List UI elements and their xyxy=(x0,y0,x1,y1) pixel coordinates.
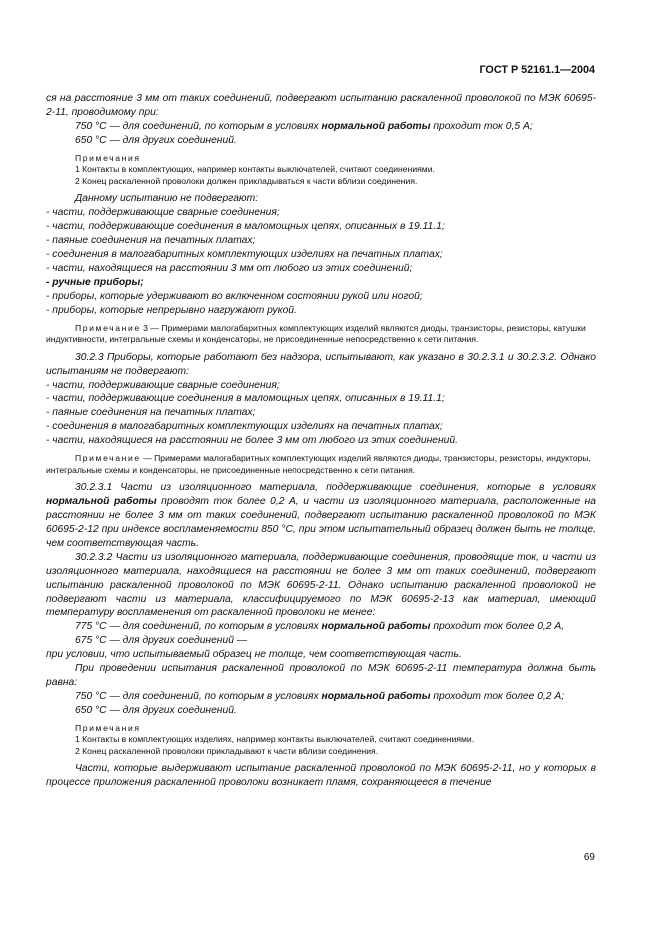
note-paragraph: Примечание — Примерами малогабаритных комплектующих изделий являются диоды, транзисторы, резисторы, индукторы, интегральные схемы и конденсаторы, не присоединенные непосредственно к сети питания. xyxy=(46,453,591,475)
note-item: 2 Конец раскаленной проволоки прикладывают к части вблизи соединения. xyxy=(75,745,379,756)
list-item: - приборы, которые непрерывно нагружают рукой. xyxy=(46,304,297,316)
notes-title: Примечания xyxy=(75,152,141,163)
list-item: - ручные приборы; xyxy=(46,276,144,288)
note-item: 1 Контакты в комплектующих, например контакты выключателей, считают соединениями. xyxy=(75,164,435,175)
list-item: - паяные соединения на печатных платах; xyxy=(46,407,256,419)
temperature-line: 750 °С — для соединений, по которым в условиях нормальной работы проходит ток более 0,2 А; xyxy=(75,690,565,702)
note-item: 1 Контакты в комплектующих изделиях, например контакты выключателей, считают соединениями. xyxy=(75,734,475,745)
list-item: - части, поддерживающие сварные соединения; xyxy=(46,379,280,391)
list-item: - приборы, которые удерживают во включенном состоянии рукой или ногой; xyxy=(46,290,423,302)
temperature-line: 675 °С — для других соединений — xyxy=(75,635,248,647)
document-header-id: ГОСТ Р 52161.1—2004 xyxy=(479,64,595,76)
list-item: - соединения в малогабаритных комплектующих изделиях на печатных платах; xyxy=(46,249,443,261)
paragraph: ся на расстояние 3 мм от таких соединений, подвергают испытанию раскаленной проволокой по МЭК 60695-2-11, проводимому при: xyxy=(46,93,596,118)
page-number: 69 xyxy=(583,852,595,863)
section-paragraph: 30.2.3 Приборы, которые работают без надзора, испытывают, как указано в 30.2.3.1 и 30.2.3.2. Однако испытаниям не подвергают: xyxy=(46,351,596,377)
list-item: - части, находящиеся на расстоянии не более 3 мм от любого из этих соединений. xyxy=(46,435,458,447)
section-paragraph: 30.2.3.2 Части из изоляционного материала, поддерживающие соединения, проводящие ток, и части из изоляционного материала, находящиеся на расстоянии не более 3 мм от таких соединений, подвергают испытанию раскаленной проволокой по МЭК 60695-2-11. Однако испытанию раскаленной проволокой не подвергают части из материала, классифицируемого по МЭК 60695-2-13 как материал, имеющий температуру воспламенения от раскаленной проволоки не менее: xyxy=(46,551,596,619)
list-item: - паяные соединения на печатных платах; xyxy=(46,235,256,247)
paragraph: Данному испытанию не подвергают: xyxy=(75,193,259,205)
list-item: - части, поддерживающие соединения в маломощных цепях, описанных в 19.11.1; xyxy=(46,393,445,405)
temperature-line: 650 °С — для других соединений. xyxy=(75,134,237,146)
paragraph: При проведении испытания раскаленной проволокой по МЭК 60695-2-11 температура должна быть равна: xyxy=(46,663,596,688)
list-item: - соединения в малогабаритных комплектующих изделиях на печатных платах; xyxy=(46,421,443,433)
paragraph: Части, которые выдерживают испытание раскаленной проволокой по МЭК 60695-2-11, но у которых в процессе приложения раскаленной проволоки возникает пламя, сохраняющееся в течение xyxy=(46,763,596,789)
temperature-line: 650 °С — для других соединений. xyxy=(75,704,237,716)
paragraph: при условии, что испытываемый образец не толще, чем соответствующая часть. xyxy=(46,649,462,661)
temperature-line: 750 °С — для соединений, по которым в условиях нормальной работы проходит ток 0,5 А; xyxy=(75,120,533,132)
temperature-line: 775 °С — для соединений, по которым в условиях нормальной работы проходит ток более 0,2 А, xyxy=(75,621,565,633)
page-body xyxy=(46,92,596,790)
list-item: - части, поддерживающие соединения в маломощных цепях, описанных в 19.11.1; xyxy=(46,221,445,233)
list-item: - части, находящиеся на расстоянии 3 мм от любого из этих соединений; xyxy=(46,262,413,274)
note-item: 2 Конец раскаленной проволоки должен прикладываться к части вблизи соединения. xyxy=(75,175,418,186)
note-paragraph: Примечание 3 — Примерами малогабаритных комплектующих изделий являются диоды, транзисторы, резисторы, катушки индуктивности, интегральные схемы и конденсаторы, не присоединенные непосредственно к сети питания. xyxy=(46,322,586,345)
list-item: - части, поддерживающие сварные соединения; xyxy=(46,207,280,219)
notes-title: Примечания xyxy=(75,722,141,733)
section-paragraph: 30.2.3.1 Части из изоляционного материала, поддерживающие соединения, которые в условиях нормальной работы проводят ток более 0,2 А, и части из изоляционного материала, расположенные на расстоянии не более 3 мм от таких соединений, подвергают испытанию раскаленной проволокой по МЭК 60695-2-12 при индексе воспламеняемости 850 °С, при этом испытательный образец должен быть не толще, чем соответствующая часть. xyxy=(46,482,596,549)
